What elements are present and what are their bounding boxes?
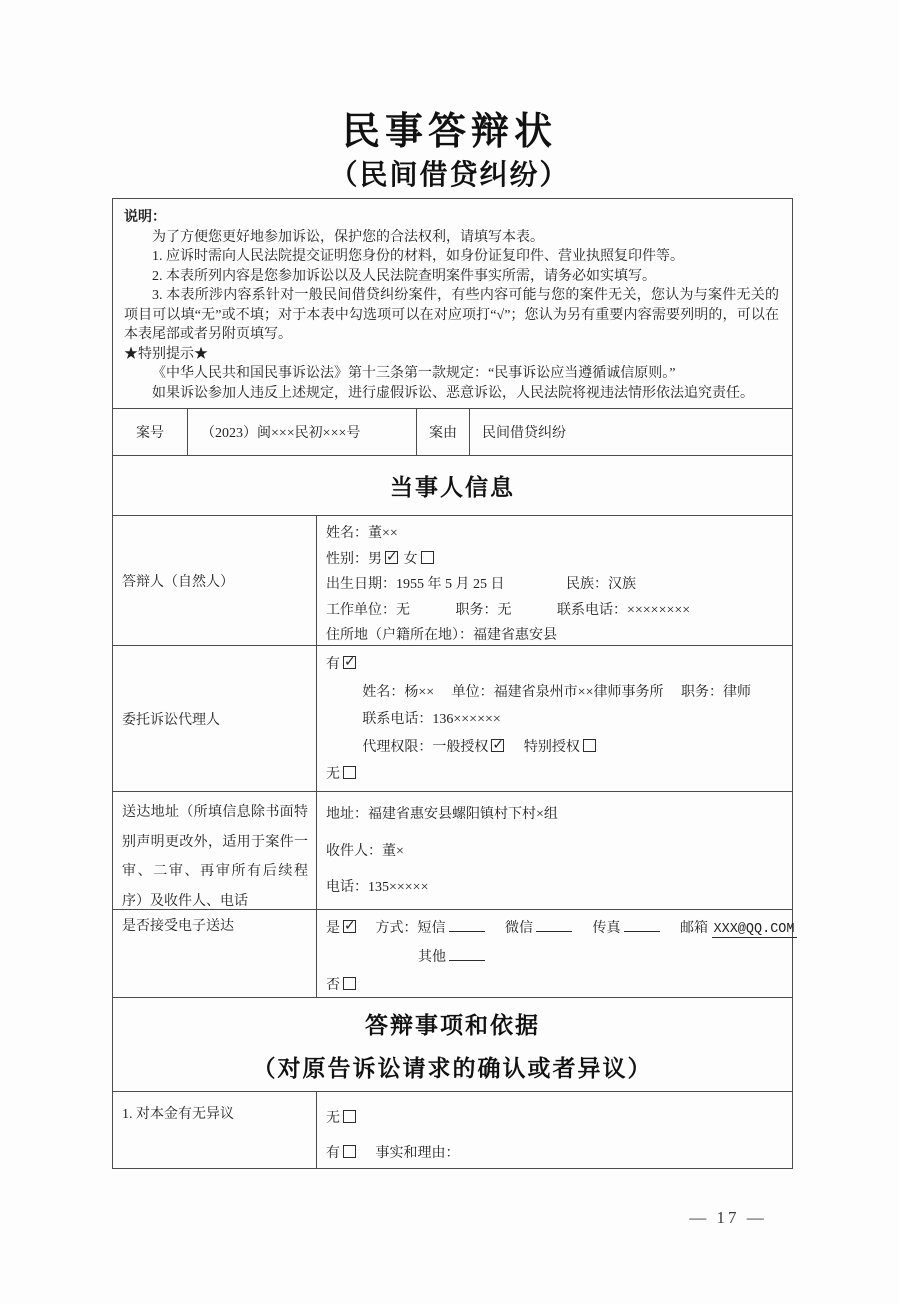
electronic-service-row: [113, 909, 795, 997]
respondent-residence-line: [326, 623, 782, 649]
eservice-yes-checkbox: [343, 920, 356, 933]
party-section-header-row: [113, 455, 792, 515]
special-authority-label: 特别授权: [523, 739, 580, 755]
eservice-yes-line: [326, 915, 795, 944]
authority-label: 代理权限：: [362, 739, 433, 755]
eservice-no-line: [326, 972, 782, 1000]
respondent-details-cell: [316, 516, 792, 645]
job-title-value: 无: [497, 602, 512, 618]
address-value: 福建省惠安县螺阳镇村下村×组: [368, 807, 558, 822]
document-title: 民事答辩状: [341, 111, 557, 153]
agent-org-label: 单位：: [451, 684, 494, 700]
service-recipient-line: [326, 834, 782, 871]
instructions-heading: 说明：: [124, 210, 166, 225]
page-number: — 17 —: [689, 1208, 767, 1227]
electronic-service-row-label: 是否接受电子送达: [122, 919, 234, 934]
service-phone-line: [326, 870, 782, 907]
case-number-label: 案号: [136, 426, 164, 441]
respondent-work-line: [326, 598, 782, 624]
sms-blank-field: [449, 919, 485, 932]
fax-label: 传真: [592, 921, 621, 936]
wechat-blank-field: [536, 919, 572, 932]
eservice-other-line: [326, 944, 782, 972]
defense-section-title: 答辩事项和依据: [365, 1012, 540, 1038]
service-address-details-cell: [316, 792, 792, 909]
gender-label: 性别：: [326, 551, 368, 567]
other-blank-field: [449, 948, 485, 961]
residence-value: 福建省惠安县: [473, 628, 557, 643]
special-note-paragraph-2: 如果诉讼参加人违反上述规定，进行虚假诉讼、恶意诉讼，人民法院将视违法情形依法追究责任。: [152, 385, 754, 401]
agent-has-line: [326, 651, 782, 679]
agent-authority-line: [326, 734, 782, 762]
service-address-row-label: 送达地址（所填信息除书面特别声明更改外，适用于案件一审、二审、再审所有后续程序）及收件人、电话: [122, 805, 308, 909]
male-label: 男: [368, 551, 382, 567]
principal-has-line: [326, 1136, 782, 1171]
instructions-paragraph-4: 3. 本表所涉内容系针对一般民间借贷纠纷案件，有些内容可能与您的案件无关，您认为与案件无关的项目可以填“无”或不填；对于本表中勾选项可以在对应项打“√”；您认为另有重要内容需要列明的，可以在本表尾部或者另附页填写。: [124, 288, 779, 342]
agent-phone-value: 136××××××: [432, 712, 501, 727]
principal-objection-row: [113, 1091, 792, 1168]
instructions-cell: [113, 199, 792, 408]
email-value: XXX@QQ.COM: [713, 922, 795, 937]
cause-of-action-label: 案由: [416, 409, 469, 455]
agent-name-value: 杨××: [404, 684, 435, 700]
employer-label: 工作单位：: [326, 602, 396, 618]
service-address-line: [326, 797, 782, 834]
principal-has-checkbox: [343, 1145, 356, 1158]
agent-phone-label: 联系电话：: [362, 712, 433, 727]
service-address-row: [113, 791, 792, 909]
principal-objection-details-cell: [316, 1092, 792, 1168]
case-number-row: [113, 408, 792, 455]
female-label: 女: [403, 551, 418, 567]
ethnicity-value: 汉族: [608, 577, 636, 592]
female-checkbox: [421, 551, 434, 564]
special-note-heading: ★特别提示★: [124, 346, 208, 362]
agent-has-checkbox: [343, 656, 356, 669]
respondent-birth-line: [326, 572, 782, 598]
party-section-title: 当事人信息: [390, 475, 515, 500]
principal-none-line: [326, 1101, 782, 1136]
agent-row-label: 委托诉讼代理人: [122, 712, 220, 728]
agent-details-cell: [316, 646, 792, 791]
agent-none-checkbox: [343, 766, 356, 779]
sms-label: 短信: [417, 921, 446, 936]
male-checkbox: [385, 551, 398, 564]
agent-none-label: 无: [326, 767, 340, 782]
general-authority-label: 一般授权: [432, 739, 489, 755]
service-phone-label: 电话：: [326, 880, 368, 895]
agent-none-line: [326, 761, 782, 789]
principal-has-label: 有: [326, 1146, 340, 1161]
facts-reasons-label: 事实和理由：: [375, 1146, 460, 1161]
employer-value: 无: [396, 602, 410, 618]
defense-section-header-cell: [113, 998, 792, 1091]
ethnicity-label: 民族：: [566, 577, 608, 592]
principal-none-checkbox: [343, 1110, 356, 1123]
name-label: 姓名：: [326, 526, 368, 541]
agent-org-value: 福建省泉州市××律师事务所: [493, 684, 664, 700]
agent-title-label: 职务：: [680, 684, 723, 700]
phone-label: 联系电话：: [557, 602, 627, 618]
general-authority-checkbox: [491, 739, 504, 752]
agent-name-label: 姓名：: [362, 684, 405, 700]
respondent-row-label: 答辩人（自然人）: [122, 574, 234, 590]
electronic-service-details-cell: [316, 910, 795, 997]
defense-section-subtitle: （对原告诉讼请求的确认或者异议）: [252, 1055, 653, 1081]
recipient-value: 董×: [382, 843, 404, 859]
email-label: 邮箱: [680, 921, 708, 936]
agent-name-line: [326, 679, 782, 707]
case-number-value: （2023）闽×××民初×××号: [187, 409, 416, 455]
respondent-gender-line: [326, 547, 782, 573]
residence-label: 住所地（户籍所在地）：: [326, 628, 473, 643]
principal-none-label: 无: [326, 1111, 340, 1126]
eservice-method-label: 方式：: [375, 921, 418, 936]
agent-has-label: 有: [326, 657, 340, 672]
name-value: 董××: [368, 526, 398, 541]
instructions-paragraph-3: 2. 本表所列内容是您参加诉讼以及人民法院查明案件事实所需，请务必如实填写。: [152, 268, 656, 284]
job-title-label: 职务：: [455, 602, 498, 618]
eservice-yes-label: 是: [326, 921, 340, 936]
agent-title-value: 律师: [722, 684, 751, 700]
form-table: [112, 198, 793, 1169]
principal-objection-row-label: 1. 对本金有无异议: [122, 1107, 234, 1122]
special-authority-checkbox: [583, 739, 596, 752]
defense-section-header-row: [113, 997, 792, 1091]
fax-blank-field: [624, 919, 660, 932]
agent-phone-line: [326, 706, 782, 734]
special-note-paragraph-1: 《中华人民共和国民事诉讼法》第十三条第一款规定：“民事诉讼应当遵循诚信原则。”: [152, 366, 676, 381]
wechat-label: 微信: [505, 921, 533, 936]
instructions-paragraph-2: 1. 应诉时需向人民法院提交证明您身份的材料，如身份证复印件、营业执照复印件等。: [152, 249, 684, 264]
instructions-paragraph-1: 为了方便您更好地参加诉讼，保护您的合法权利，请填写本表。: [152, 229, 544, 245]
respondent-name-line: [326, 521, 782, 547]
instructions-row: [113, 199, 792, 408]
recipient-label: 收件人：: [326, 843, 382, 859]
agent-row: [113, 645, 792, 791]
birth-date-value: 1955 年 5 月 25 日: [396, 577, 505, 592]
eservice-no-label: 否: [326, 978, 340, 993]
cause-of-action-value: 民间借贷纠纷: [469, 409, 792, 455]
address-label: 地址：: [326, 807, 368, 822]
birth-date-label: 出生日期：: [326, 577, 396, 592]
eservice-no-checkbox: [343, 977, 356, 990]
other-label: 其他: [418, 950, 446, 965]
phone-value: ××××××××: [627, 602, 691, 618]
respondent-row: [113, 515, 792, 645]
service-phone-value: 135×××××: [368, 880, 429, 895]
document-subtitle: （民间借贷纠纷）: [329, 160, 570, 191]
